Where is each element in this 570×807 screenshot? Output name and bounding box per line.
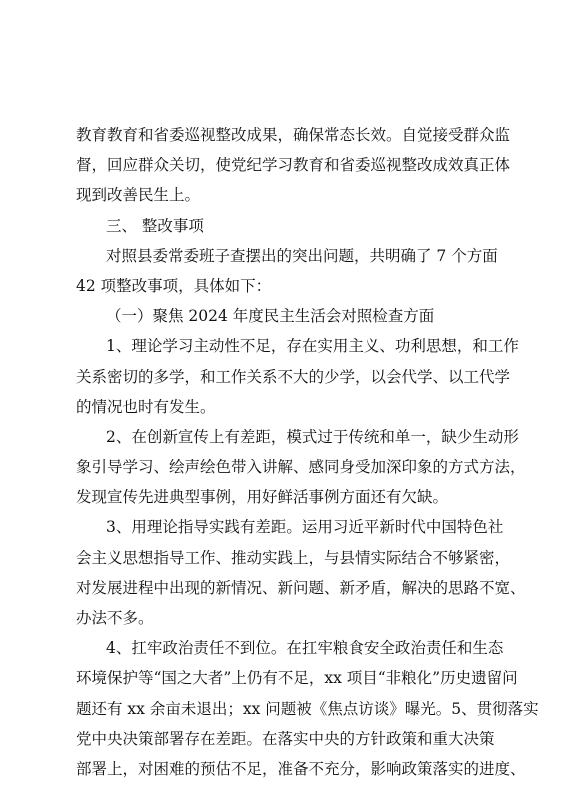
text-line: 对照县委常委班子查摆出的突出问题，共明确了 7 个方面 [106, 246, 498, 265]
text-line: 现到改善民生上。 [76, 186, 201, 205]
subsection-heading: （一）聚焦 2024 年度民主生活会对照检查方面 [106, 307, 435, 326]
text-line: 1、理论学习主动性不足，存在实用主义、功利思想，和工作 [106, 337, 519, 356]
text-line: 部署上，对困难的预估不足，准备不充分，影响政策落实的进度、 [76, 759, 526, 778]
text-line: 教育教育和省委巡视整改成果，确保常态长效。自觉接受群众监 [76, 126, 511, 144]
text-line: 会主义思想指导工作、推动实践上，与县情实际结合不够紧密， [76, 548, 511, 567]
section-heading: 三、 整改事项 [106, 216, 204, 235]
text-line: 发现宣传先进典型事例，用好鲜活事例方面还有欠缺。 [76, 488, 449, 507]
text-line: 3、用理论指导实践有差距。运用习近平新时代中国特色社 [106, 518, 504, 537]
text-line: 4、扛牢政治责任不到位。在扛牢粮食安全政治责任和生态 [106, 639, 504, 658]
text-line: 办法不多。 [76, 609, 154, 627]
text-line: 题还有 xx 余亩未退出；xx 问题被《焦点访谈》曝光。5、贯彻落实 [76, 699, 539, 718]
text-line: 42 项整改事项，具体如下： [76, 276, 272, 295]
text-line: 象引导学习、绘声绘色带入讲解、感同身受加深印象的方式方法， [76, 458, 526, 477]
text-line: 环境保护等“国之大者”上仍有不足，xx 项目“非粮化”历史遗留问 [76, 669, 518, 688]
text-line: 的情况也时有发生。 [76, 397, 216, 416]
text-line: 督，回应群众关切，使党纪学习教育和省委巡视整改成效真正体 [76, 156, 511, 175]
document-body [76, 120, 539, 784]
text-line: 2、在创新宣传上有差距，模式过于传统和单一，缺少生动形 [106, 427, 519, 446]
text-line: 关系密切的多学，和工作关系不大的少学，以会代学、以工代学 [76, 367, 511, 386]
text-line: 党中央决策部署存在差距。在落实中央的方针政策和重大决策 [76, 729, 495, 748]
text-line: 对发展进程中出现的新情况、新问题、新矛盾，解决的思路不宽、 [76, 578, 526, 597]
